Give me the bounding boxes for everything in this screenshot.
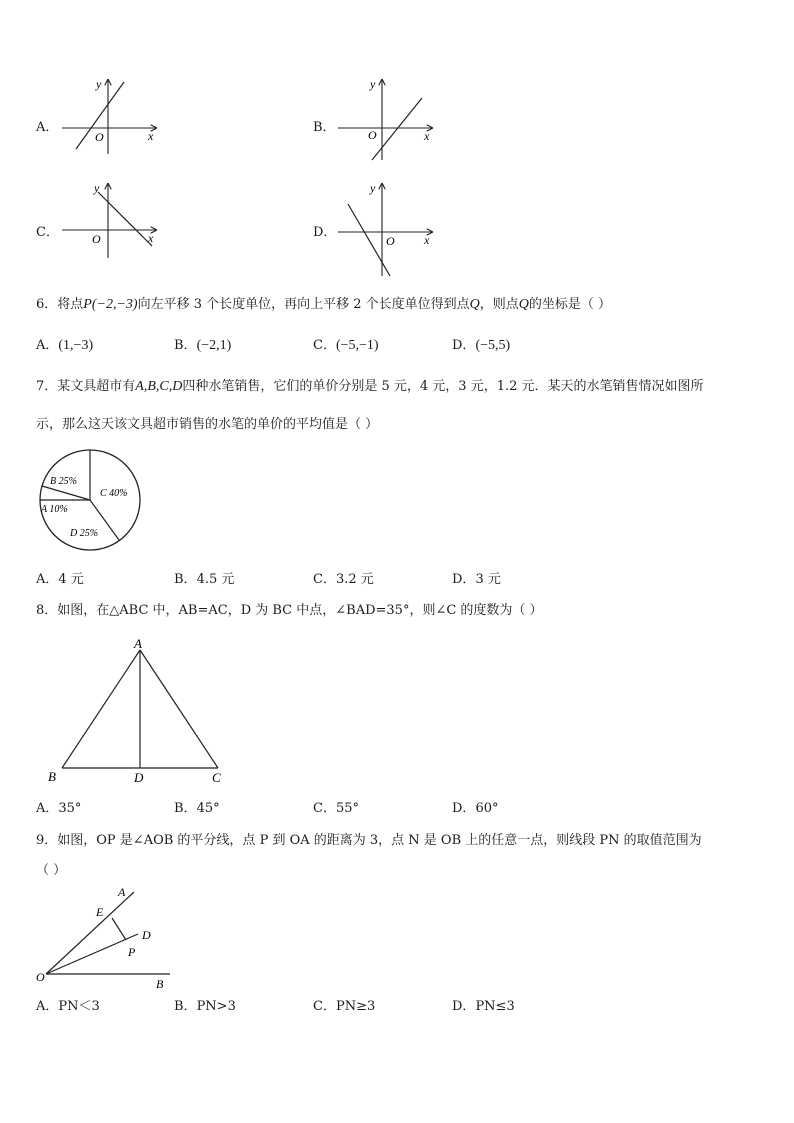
ray-oa: [46, 892, 134, 974]
axis-y-label: y: [370, 181, 376, 195]
q8-option-b[interactable]: B．45°: [174, 801, 220, 816]
q9-option-a[interactable]: A．PN＜3: [36, 999, 100, 1014]
q7-pie-chart: [36, 446, 146, 556]
q6-point-p: P(−2,−3): [83, 297, 138, 312]
q9-stem: 9．如图，OP 是∠AOB 的平分线，点 P 到 OA 的距离为 3，点 N 是 OB 上的任意一点，则线段 PN 的取值范围为: [36, 833, 702, 848]
point-a-label: A: [118, 885, 126, 899]
q9-angle-figure: [34, 884, 184, 994]
axis-x-label: x: [424, 129, 430, 143]
axis-x-label: x: [148, 231, 154, 245]
point-d-label: D: [142, 928, 151, 942]
pie-slice-label-b: B 25%: [50, 476, 77, 487]
q5-option-d-letter[interactable]: D．: [313, 225, 337, 240]
vertex-c-label: C: [212, 770, 221, 785]
q9-answer-paren: （ ）: [36, 863, 67, 878]
q6-option-a[interactable]: A．(1,−3): [36, 338, 94, 353]
side-ac: [140, 650, 218, 768]
origin-label: O: [95, 130, 104, 144]
axis-y-label: y: [94, 181, 100, 195]
point-o-label: O: [36, 970, 45, 984]
q6-text-3: ，则点: [479, 297, 519, 312]
q7-option-a[interactable]: A．4 元: [36, 572, 84, 587]
q6-option-c[interactable]: C．(−5,−1): [313, 338, 379, 353]
axis-y-label: y: [370, 77, 376, 91]
pie-slice-label-a: A 10%: [41, 504, 68, 515]
q7-number: 7．: [36, 379, 58, 394]
q8-option-a[interactable]: A．35°: [36, 801, 82, 816]
perpendicular-pe: [112, 918, 126, 940]
pie-slice-label-c: C 40%: [100, 488, 128, 499]
q8-option-d[interactable]: D．60°: [452, 801, 499, 816]
q6-stem: [36, 296, 611, 314]
q7-option-c[interactable]: C．3.2 元: [313, 572, 374, 587]
q8-stem: 8．如图，在△ABC 中，AB=AC，D 为 BC 中点，∠BAD=35°，则∠C 的度数为（ ）: [36, 603, 543, 618]
pie-slice-label-d: D 25%: [70, 528, 99, 539]
vertex-d-label: D: [134, 770, 144, 785]
q6-point-q: Q: [469, 297, 480, 312]
origin-label: O: [386, 234, 395, 248]
q9-option-d[interactable]: D．PN≤3: [452, 999, 515, 1014]
q5-option-a-letter[interactable]: A．: [36, 120, 59, 135]
q7-labels: A,B,C,D: [135, 379, 183, 394]
origin-label: O: [92, 232, 101, 246]
q5-graph-b: [334, 76, 444, 162]
q9-option-c[interactable]: C．PN≥3: [313, 999, 376, 1014]
q7-stem-line-1: [36, 378, 704, 396]
vertex-a-label: A: [134, 636, 142, 651]
q8-option-c[interactable]: C．55°: [313, 801, 359, 816]
graph-line: [372, 98, 422, 160]
axis-x-label: x: [148, 129, 154, 143]
q7-option-d[interactable]: D．3 元: [452, 572, 501, 587]
graph-line: [348, 204, 390, 276]
point-p-label: P: [128, 945, 136, 959]
bisector-op: [46, 934, 138, 974]
q6-text-1: 将点: [57, 297, 84, 312]
q6-number: 6．: [36, 297, 58, 312]
q5-graph-c: [58, 180, 168, 260]
graph-line: [98, 192, 152, 246]
origin-label: O: [368, 128, 377, 142]
side-ab: [62, 650, 140, 768]
q5-option-b-letter[interactable]: B．: [313, 120, 336, 135]
q7-option-b[interactable]: B．4.5 元: [174, 572, 235, 587]
q7-stem-line-2: 示，那么这天该文具超市销售的水笔的单价的平均值是（ ）: [36, 417, 379, 432]
q5-graph-a: [58, 76, 168, 156]
q7-text-1: 某文具超市有: [57, 379, 136, 394]
q6-option-b[interactable]: B．(−2,1): [174, 338, 232, 353]
q6-text-4: 的坐标是（ ）: [528, 297, 612, 312]
q6-text-2: 向左平移 3 个长度单位，再向上平移 2 个长度单位得到点: [137, 297, 470, 312]
vertex-b-label: B: [48, 769, 56, 784]
q5-graph-d: [334, 180, 444, 280]
point-b-label: B: [156, 977, 164, 991]
axis-x-label: x: [424, 233, 430, 247]
q8-triangle-figure: [40, 636, 240, 786]
q6-option-d[interactable]: D．(−5,5): [452, 338, 511, 353]
q6-point-q-2: Q: [518, 297, 529, 312]
point-e-label: E: [96, 905, 104, 919]
q9-option-b[interactable]: B．PN>3: [174, 999, 236, 1014]
axis-y-label: y: [96, 77, 102, 91]
q5-option-c-letter[interactable]: C．: [36, 225, 59, 240]
q7-text-2: 四种水笔销售，它们的单价分别是 5 元，4 元，3 元，1.2 元．某天的水笔销售情况如图所: [182, 379, 704, 394]
